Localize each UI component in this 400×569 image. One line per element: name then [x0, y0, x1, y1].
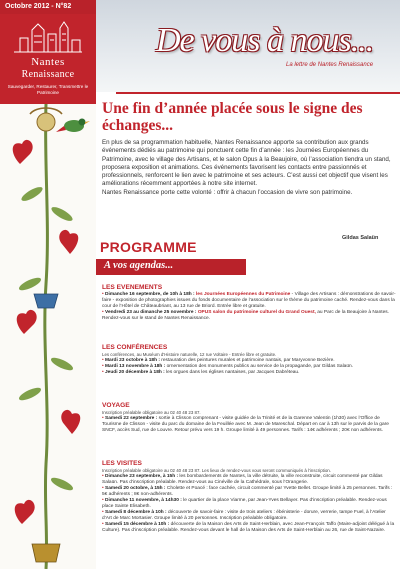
- item-date: Jeudi 20 décembre à 18h :: [105, 369, 165, 375]
- masthead-subtitle: La lettre de Nantes Renaissance: [286, 62, 374, 68]
- item-text: le quartier de la place Viarme, par Jean-Yves Bellayer. Pas d’inscription préalable. Rendez-vous place Sainte Elisabeth.: [102, 497, 387, 510]
- intro-paragraph-2: Nantes Renaissance porte cette volonté : offrir à chacun l’occasion de vivre son patrimoine.: [102, 188, 353, 196]
- masthead-title: De vous à nous...: [156, 22, 374, 59]
- item-highlight: les Journées Européennes du Patrimoine: [195, 292, 291, 297]
- programme-title: PROGRAMME: [100, 239, 197, 255]
- item-text: sortie à Clisson comprenant - visite guidée de la Trinité et de la Garenne Valentin (1h30) avec l’Office de Tourisme de Clisson - visite du parc du domaine de la Feuillée avec M. Jean de Mareschal. Départ en car à 13h sur le parvis de la gare SNCF, accès Sud, rue de Louvre. Retour prévu vers 19 h. Groupe limité à 49 personnes. Tarifs : 14€ adhérents ; 20€ non adhérents.: [102, 415, 389, 433]
- item-date: Mardi 23 octobre à 18h :: [105, 357, 160, 363]
- list-item: [102, 510, 396, 522]
- intro-paragraph-1: En plus de sa programmation habituelle, Nantes Renaissance apporte sa contribution aux grands événements dédiés au patrimoine qui ponctuent cette fin d’année : les Journées Européennes du Patrimoine, avec le village des Artisans, et le salon Opus à la Beaujoire, où l’association tiendra un stand, proposera exposition et animations. Ces événements favorisent les contacts entre passionnés et professionnels, renforcent le lien avec le patrimoine et ses acteurs. C’est aussi cet objectif que visent les améliorations récemment apportées à notre site internet.: [102, 139, 391, 188]
- bullet-icon: •: [102, 357, 106, 363]
- main-column: [96, 0, 400, 569]
- logo-tagline: Sauvegarder, Restaurer, Transmettre le Patrimoine: [7, 84, 89, 95]
- list-item: [102, 416, 396, 434]
- decorative-ornament: [0, 104, 96, 569]
- bullet-icon: •: [102, 363, 106, 369]
- item-text: découverte de savoir-faire : visite de trois ateliers : ébénisterie - dorure, verrerie, tampe Fuel, à l’Atelier d’Art de Marc Mortasier. Groupe limité à 20 personnes. Inscription préalable obligatoire.: [102, 510, 386, 522]
- item-highlight: OPUS salon du patrimoine culturel du Grand Ouest,: [197, 310, 316, 316]
- item-text: - Village des Artisans : démonstrations de savoir-faire - exposition de photographies issues du fonds documentaire de l’association sur le thème du patrimoine caché. Rendez-vous dans la cour de l’Hôtel de Châteaubriant, au 13 rue de Briord. Entrée libre et gratuite.: [102, 292, 396, 310]
- item-date: Dimanche 11 novembre, à 14h30 :: [105, 497, 182, 503]
- intro-text: [102, 139, 394, 197]
- item-date: Samedi 8 décembre à 10h :: [105, 510, 167, 516]
- bullet-icon: •: [102, 310, 106, 316]
- masthead-divider: [116, 92, 400, 94]
- issue-label: Octobre 2012 - N°82: [0, 0, 96, 14]
- item-date: Mardi 13 novembre à 18h :: [105, 363, 166, 369]
- logo-name-line1: Nantes: [31, 56, 65, 68]
- item-text: découverte de la Maison des Arts de Saint-Herblain, avec Jean-François Taffo (Maire-adjoint délégué à la Culture). Pas d’inscription préalable. Rendez-vous devant le hall de la Maison des Arts de Saint-Herblain au 26, rue de Saint-Nazaire.: [102, 522, 395, 534]
- section-conferences: [102, 344, 396, 376]
- bullet-icon: •: [102, 292, 106, 297]
- bullet-icon: •: [102, 473, 106, 479]
- bullet-icon: •: [102, 485, 106, 491]
- item-text: ornementation des monuments publics au service de la propagande, par Gildas Salaün.: [166, 363, 354, 369]
- headline: Une fin d’année placée sous le signe des échanges...: [102, 100, 363, 134]
- item-date: Samedi 15 décembre à 10h :: [105, 522, 170, 528]
- bullet-icon: •: [102, 510, 106, 516]
- list-item: [102, 486, 396, 498]
- item-date: Dimanche 23 septembre, à 15h :: [105, 473, 179, 479]
- item-date: Vendredi 23 au dimanche 25 novembre :: [105, 310, 197, 316]
- section-note: Les conférences, au Muséum d’Histoire naturelle, 12 rue Voltaire - Entrée libre et gratuite.: [102, 352, 277, 357]
- section-visites: [102, 460, 396, 535]
- masthead: [96, 0, 400, 92]
- bullet-icon: •: [102, 497, 106, 503]
- section-heading: LES CONFÉRENCES: [102, 344, 168, 351]
- section-voyage: [102, 402, 396, 434]
- logo-name-line2: Renaissance: [21, 69, 75, 80]
- list-item: [102, 522, 396, 534]
- item-text: restauration des peintures murales et patrimoine nantais, par Maryvonne Bezière.: [161, 357, 335, 363]
- section-heading: LES VISITES: [102, 460, 142, 467]
- item-date: Samedi 22 septembre :: [105, 415, 158, 421]
- list-item: [102, 474, 396, 486]
- section-note: Inscription préalable obligatoire au 02 40 48 23 87.: [102, 410, 201, 415]
- bullet-icon: •: [102, 415, 106, 421]
- item-date: Samedi 20 octobre, à 15h :: [105, 485, 166, 491]
- item-text: Cholette et Poacé : face cachée, circuit commenté par Yvette Bellet. Groupe limité à 25 personnes. Tarifs : 5€ adhérents ; 8€ non-adhérents.: [102, 485, 393, 497]
- section-note: Inscription préalable obligatoire au 02 40 48 23 87. Les lieux de rendez-vous vous seront communiqués à l’inscription.: [102, 468, 331, 473]
- programme-banner-text: A vos agendas...: [104, 260, 174, 271]
- intro-author: Gildas Salaün: [342, 235, 379, 241]
- logo: [0, 14, 96, 104]
- section-heading: VOYAGE: [102, 402, 130, 409]
- section-evenements: [102, 284, 396, 322]
- item-text: les bombardements de Nantes, la ville détruite, la ville reconstruite, circuit commenté par Gildas Salaün. Pas d’inscription préalable. Rendez-vous au Cinéville de la Cathédrale, sous l’Orangerie.: [102, 473, 383, 485]
- section-heading: LES EVENEMENTS: [102, 284, 163, 291]
- item-text: les orgues dans les églises nantaises, par Jacques Dabréteau.: [166, 369, 300, 375]
- list-item: [102, 292, 396, 310]
- bullet-icon: •: [102, 522, 106, 528]
- item-text: au Parc de la Beaujoire à Nantes. Rendez-vous sur le stand de Nantes Renaissance.: [102, 310, 389, 322]
- bullet-icon: •: [102, 369, 106, 375]
- list-item: [102, 370, 396, 376]
- skyline-logo-icon: [12, 20, 84, 54]
- item-date: Dimanche 16 septembre, de 10h à 18h :: [105, 292, 195, 297]
- programme-banner: [96, 259, 246, 275]
- list-item: [102, 310, 396, 322]
- left-column: [0, 0, 96, 569]
- list-item: [102, 498, 396, 510]
